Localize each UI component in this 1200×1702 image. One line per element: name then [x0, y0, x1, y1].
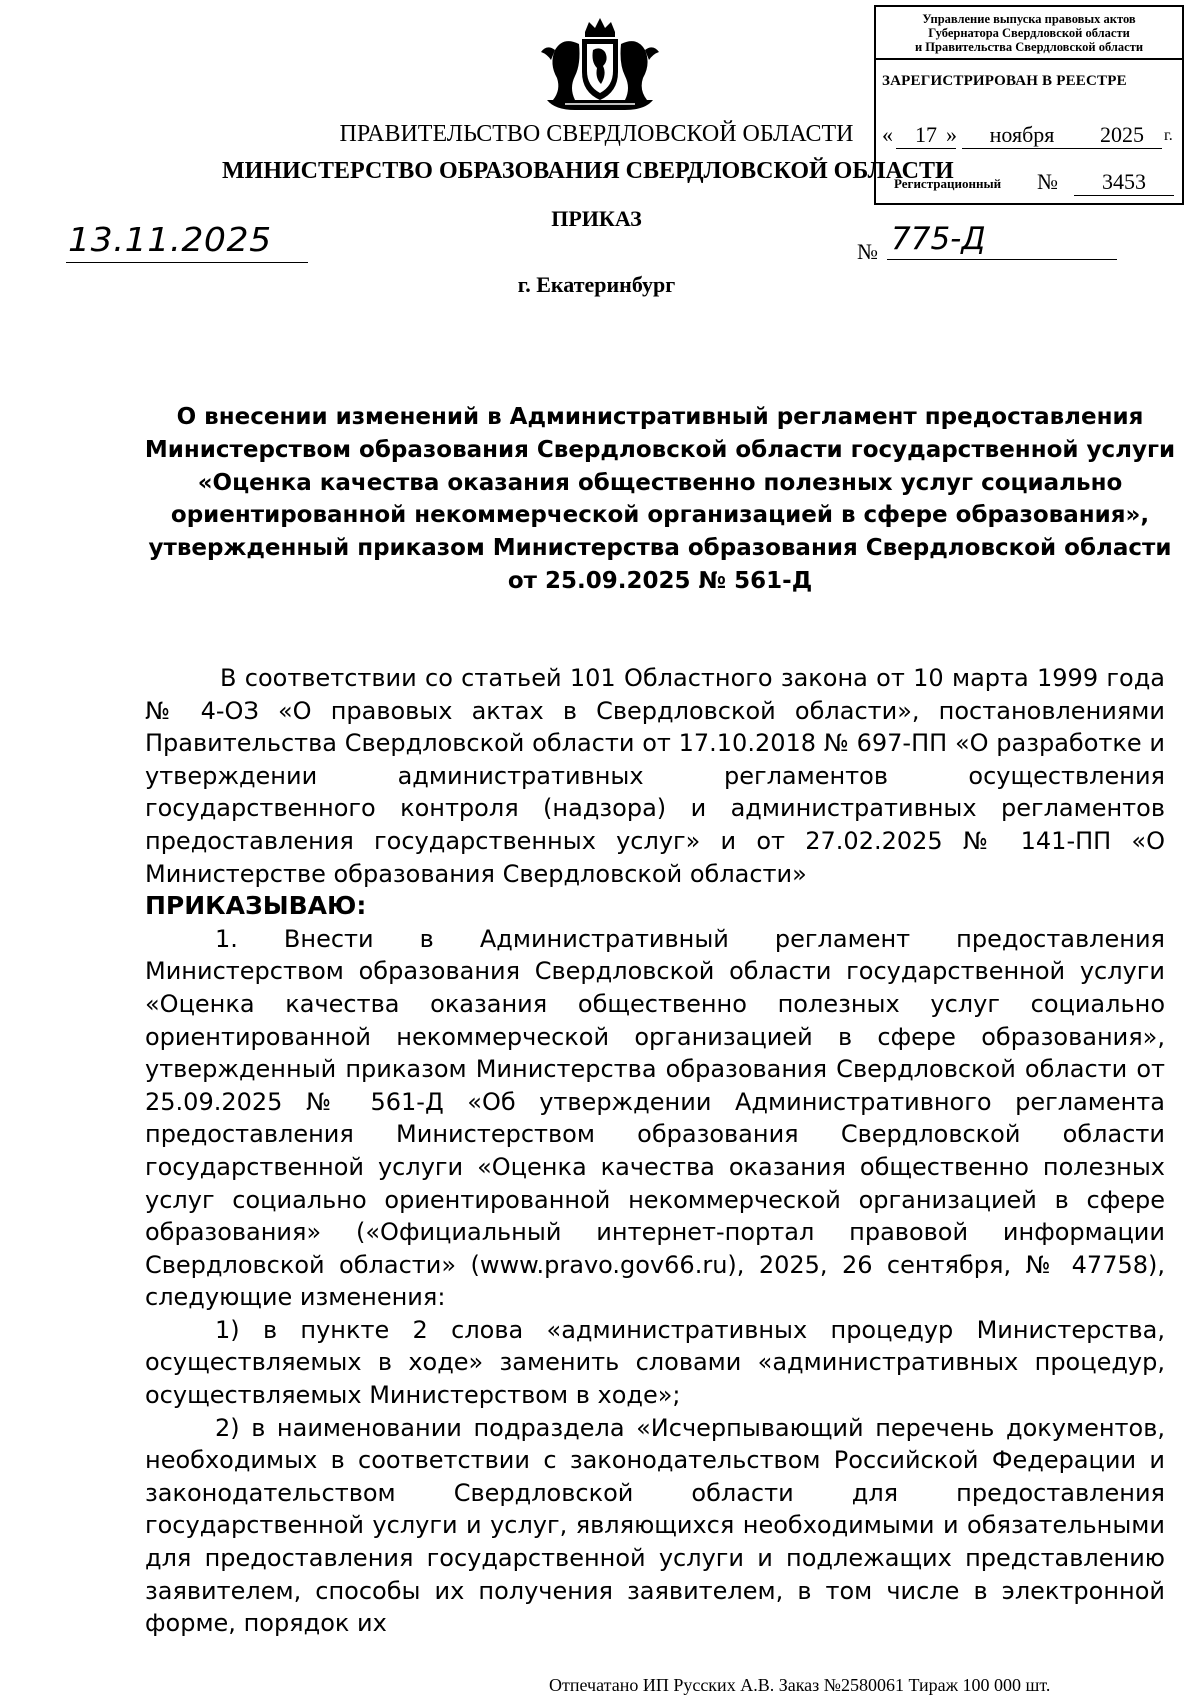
government-name: ПРАВИТЕЛЬСТВО СВЕРДЛОВСКОЙ ОБЛАСТИ: [339, 121, 854, 147]
document-number-line: [887, 259, 1117, 260]
stamp-registered-label: ЗАРЕГИСТРИРОВАН В РЕЕСТРЕ: [882, 73, 1127, 89]
title-line: О внесении изменений в Административный регламент предоставления: [176, 404, 1144, 430]
item-1-paragraph: 1. Внести в Административный регламент предоставления Министерством образования Свердловской области государственной услуги «Оценка качества оказания общественно полезных услуг социально ориентированной некоммерческой организацией в сфере образования», утвержденный приказом Министерства образования Свердловской области от 25.09.2025 № 561-Д «Об утверждении Административного регламента предоставления Министерством образования Свердловской области государственной услуги «Оценка качества оказания общественно полезных услуг социально ориентированной некоммерческой организацией в сфере образования» («Официальный интернет-портал правовой информации Свердловской области» (www.pravo.gov66.ru), 2025, 26 сентября, № 47758), следующие изменения:: [145, 924, 1165, 1312]
stamp-issuer-line: и Правительства Свердловской области: [914, 40, 1144, 54]
ministry-name-wrap: [150, 156, 954, 188]
document-number-sign: №: [857, 239, 878, 264]
document-body: [145, 662, 1165, 1640]
coat-of-arms-emblem: [525, 14, 675, 114]
title-line: ориентированной некоммерческой организацией в сфере образования»,: [170, 502, 1150, 529]
stamp-year: 2025: [1082, 122, 1162, 149]
preamble-paragraph: В соответствии со статьей 101 Областного закона от 10 марта 1999 года № 4-ОЗ «О правовых актах в Свердловской области», постановлениями Правительства Свердловской области от 17.10.2018 № 697-ПП «О разработке и утверждении административных регламентов осуществления государственного контроля (надзора) и административных регламентов предоставления государственных услуг» и от 27.02.2025 № 141-ПП «О Министерстве образования Свердловской области»: [145, 664, 1165, 888]
document-type: ПРИКАЗ: [551, 206, 642, 231]
document-title: [140, 401, 1180, 598]
title-line: Министерством образования Свердловской области государственной услуги: [144, 436, 1176, 463]
title-line: «Оценка качества оказания общественно полезных услуг социально: [197, 469, 1123, 496]
stamp-close-quote: »: [946, 122, 957, 147]
stamp-open-quote: «: [882, 122, 893, 147]
subitem-2-paragraph: 2) в наименовании подраздела «Исчерпывающий перечень документов, необходимых в соответствии с законодательством Российской Федерации и законодательством Свердловской области для предоставления государственной услуги и услуг, являющихся необходимыми и обязательными для предоставления государственной услуги и подлежащих представлению заявителем, способы их получения заявителем, в том числе в электронной форме, порядок их: [145, 1413, 1165, 1638]
title-line: от 25.09.2025 № 561-Д: [507, 567, 813, 594]
document-city: г. Екатеринбург: [517, 272, 676, 297]
document-date-handwritten: 13.11.2025: [68, 220, 272, 259]
stamp-reg-number-value: 3453: [1074, 169, 1174, 196]
stamp-issuer-line: Управление выпуска правовых актов: [922, 12, 1136, 26]
order-word: ПРИКАЗЫВАЮ:: [145, 891, 367, 921]
subitem-1-paragraph: 1) в пункте 2 слова «административных процедур Министерства, осуществляемых в ходе» заменить словами «административных процедур, осуществляемых Министерством в ходе»;: [145, 1315, 1165, 1410]
stamp-number-sign: №: [1037, 169, 1058, 194]
ministry-name: МИНИСТЕРСТВО ОБРАЗОВАНИЯ СВЕРДЛОВСКОЙ ОБЛАСТИ: [222, 158, 954, 184]
document-number-handwritten: 775-Д: [891, 221, 986, 257]
stamp-issuer: [876, 7, 1182, 60]
stamp-issuer-line: Губернатора Свердловской области: [928, 26, 1130, 40]
stamp-year-suffix: г.: [1164, 127, 1173, 144]
document-date: [66, 222, 308, 263]
stamp-reg-number-label: Регистрационный: [894, 176, 1002, 191]
print-footer: Отпечатано ИП Русских А.В. Заказ №2580061 Тираж 100 000 шт.: [549, 1675, 1051, 1695]
stamp-day: 17: [896, 122, 956, 149]
document-number: [857, 223, 1117, 263]
title-line: утвержденный приказом Министерства образования Свердловской области: [148, 535, 1172, 562]
stamp-month: ноября: [962, 122, 1082, 149]
